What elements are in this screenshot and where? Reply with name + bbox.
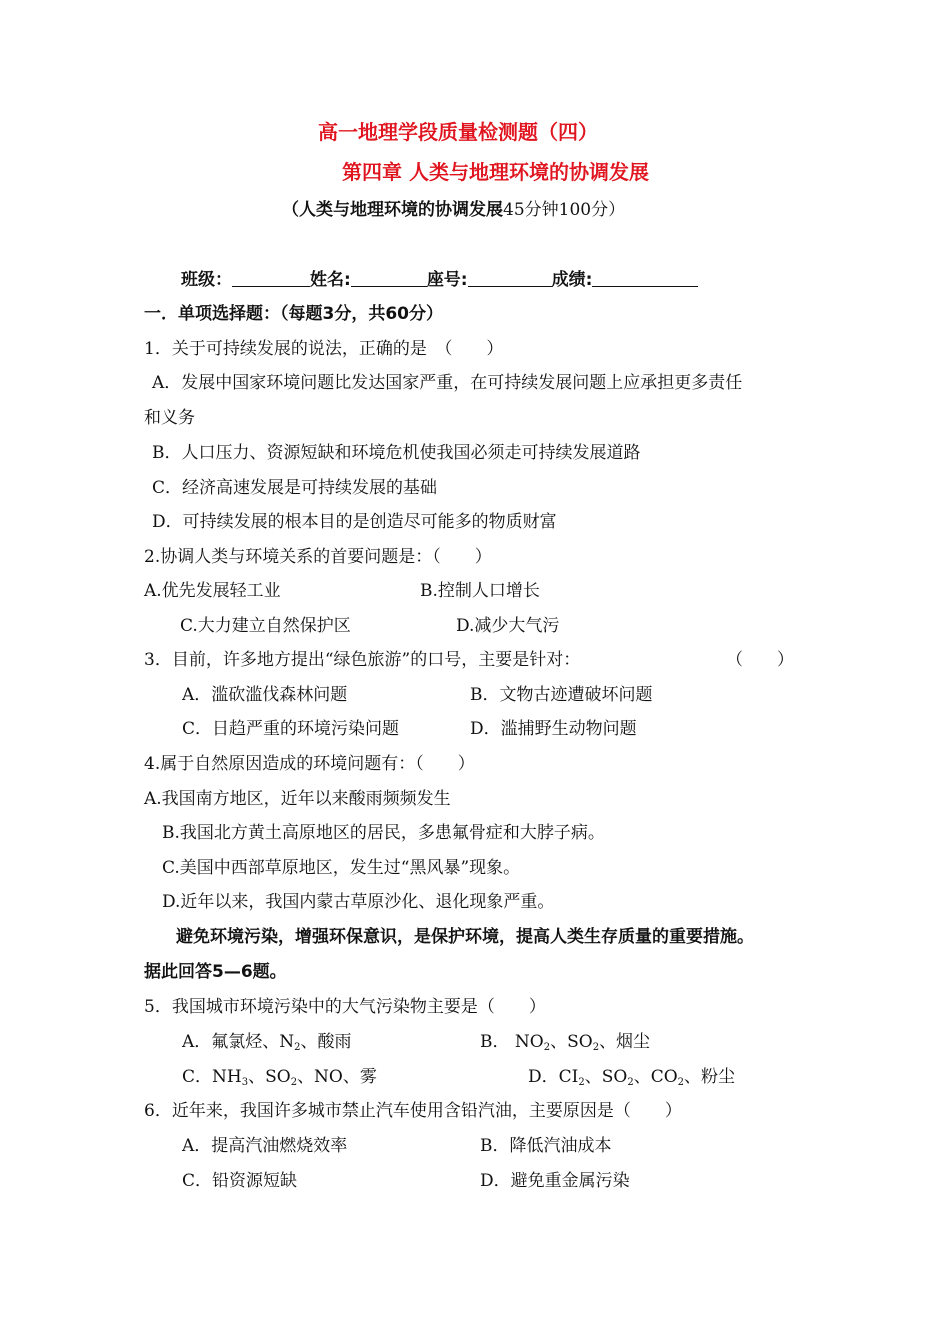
question-6-option-c: C．铅资源短缺	[182, 1171, 298, 1191]
question-1-stem: 1．关于可持续发展的说法，正确的是 （ ）	[144, 339, 504, 359]
subtitle-rest: 45分钟100分）	[503, 200, 626, 220]
question-1-option-d: D．可持续发展的根本目的是创造尽可能多的物质财富	[152, 512, 557, 532]
class-blank[interactable]	[232, 269, 310, 287]
question-2-option-a: A.优先发展轻工业	[144, 581, 281, 601]
subtitle-bold: （人类与地理环境的协调发展	[282, 200, 503, 220]
question-4-stem: 4.属于自然原因造成的环境问题有：（ ）	[144, 754, 475, 774]
question-2-option-c: C.大力建立自然保护区	[180, 616, 351, 636]
question-5-option-c: C．$NH_3$、$SO_2$、NO、雾	[182, 1067, 377, 1088]
question-1-option-a-cont: 和义务	[144, 408, 195, 428]
exam-subtitle	[282, 198, 625, 222]
question-1-option-a: A．发展中国家环境问题比发达国家严重，在可持续发展问题上应承担更多责任	[152, 373, 743, 393]
question-3-option-d: D．滥捕野生动物问题	[470, 719, 637, 739]
question-3-stem: 3．目前，许多地方提出“绿色旅游”的口号，主要是针对：	[144, 650, 581, 670]
question-3-option-b: B．文物古迹遭破坏问题	[470, 685, 653, 705]
question-6-stem: 6．近年来，我国许多城市禁止汽车使用含铅汽油，主要原因是（ ）	[144, 1101, 682, 1121]
question-5-option-a: A．氟氯烃、$N_2$、酸雨	[182, 1032, 352, 1053]
passage-intro: 避免环境污染，增强环保意识，是保护环境，提高人类生存质量的重要措施。	[176, 927, 754, 947]
question-4-option-d: D.近年以来，我国内蒙古草原沙化、退化现象严重。	[162, 892, 555, 912]
question-4-option-a: A.我国南方地区，近年以来酸雨频频发生	[144, 789, 451, 809]
score-blank[interactable]	[592, 269, 698, 287]
question-4-option-b: B.我国北方黄土高原地区的居民，多患氟骨症和大脖子病。	[162, 823, 605, 843]
question-1-option-b: B．人口压力、资源短缺和环境危机使我国必须走可持续发展道路	[152, 443, 641, 463]
name-blank[interactable]	[351, 269, 427, 287]
question-6-option-d: D．避免重金属污染	[480, 1171, 630, 1191]
question-1-option-c: C．经济高速发展是可持续发展的基础	[152, 478, 438, 498]
question-2-option-d: D.减少大气污	[456, 616, 560, 636]
question-4-option-c: C.美国中西部草原地区，发生过“黑风暴”现象。	[162, 858, 521, 878]
class-label: 班级：	[181, 270, 232, 290]
passage-instruction: 据此回答5—6题。	[144, 962, 287, 982]
student-info-line	[181, 268, 698, 292]
chapter-title: 第四章 人类与地理环境的协调发展	[342, 160, 649, 184]
score-label: 成绩:	[551, 270, 593, 290]
question-3-answer-paren: （ ）	[726, 650, 794, 670]
question-2-option-b: B.控制人口增长	[420, 581, 540, 601]
question-3-option-a: A．滥砍滥伐森林问题	[182, 685, 348, 705]
question-3-option-c: C．日趋严重的环境污染问题	[182, 719, 400, 739]
question-6-option-a: A．提高汽油燃烧效率	[182, 1136, 348, 1156]
question-5-option-d: D．$CI_2$、$SO_2$、$CO_2$、粉尘	[528, 1067, 736, 1088]
exam-title: 高一地理学段质量检测题（四）	[318, 120, 598, 144]
seat-label: 座号:	[426, 270, 468, 290]
seat-blank[interactable]	[468, 269, 552, 287]
question-5-option-b: B． $NO_2$、$SO_2$、烟尘	[480, 1032, 651, 1053]
question-2-stem: 2.协调人类与环境关系的首要问题是：（ ）	[144, 547, 492, 567]
question-5-stem: 5．我国城市环境污染中的大气污染物主要是（ ）	[144, 997, 546, 1017]
question-6-option-b: B．降低汽油成本	[480, 1136, 612, 1156]
name-label: 姓名:	[310, 270, 351, 290]
section-heading: 一．单项选择题：（每题3分，共60分）	[144, 304, 443, 324]
